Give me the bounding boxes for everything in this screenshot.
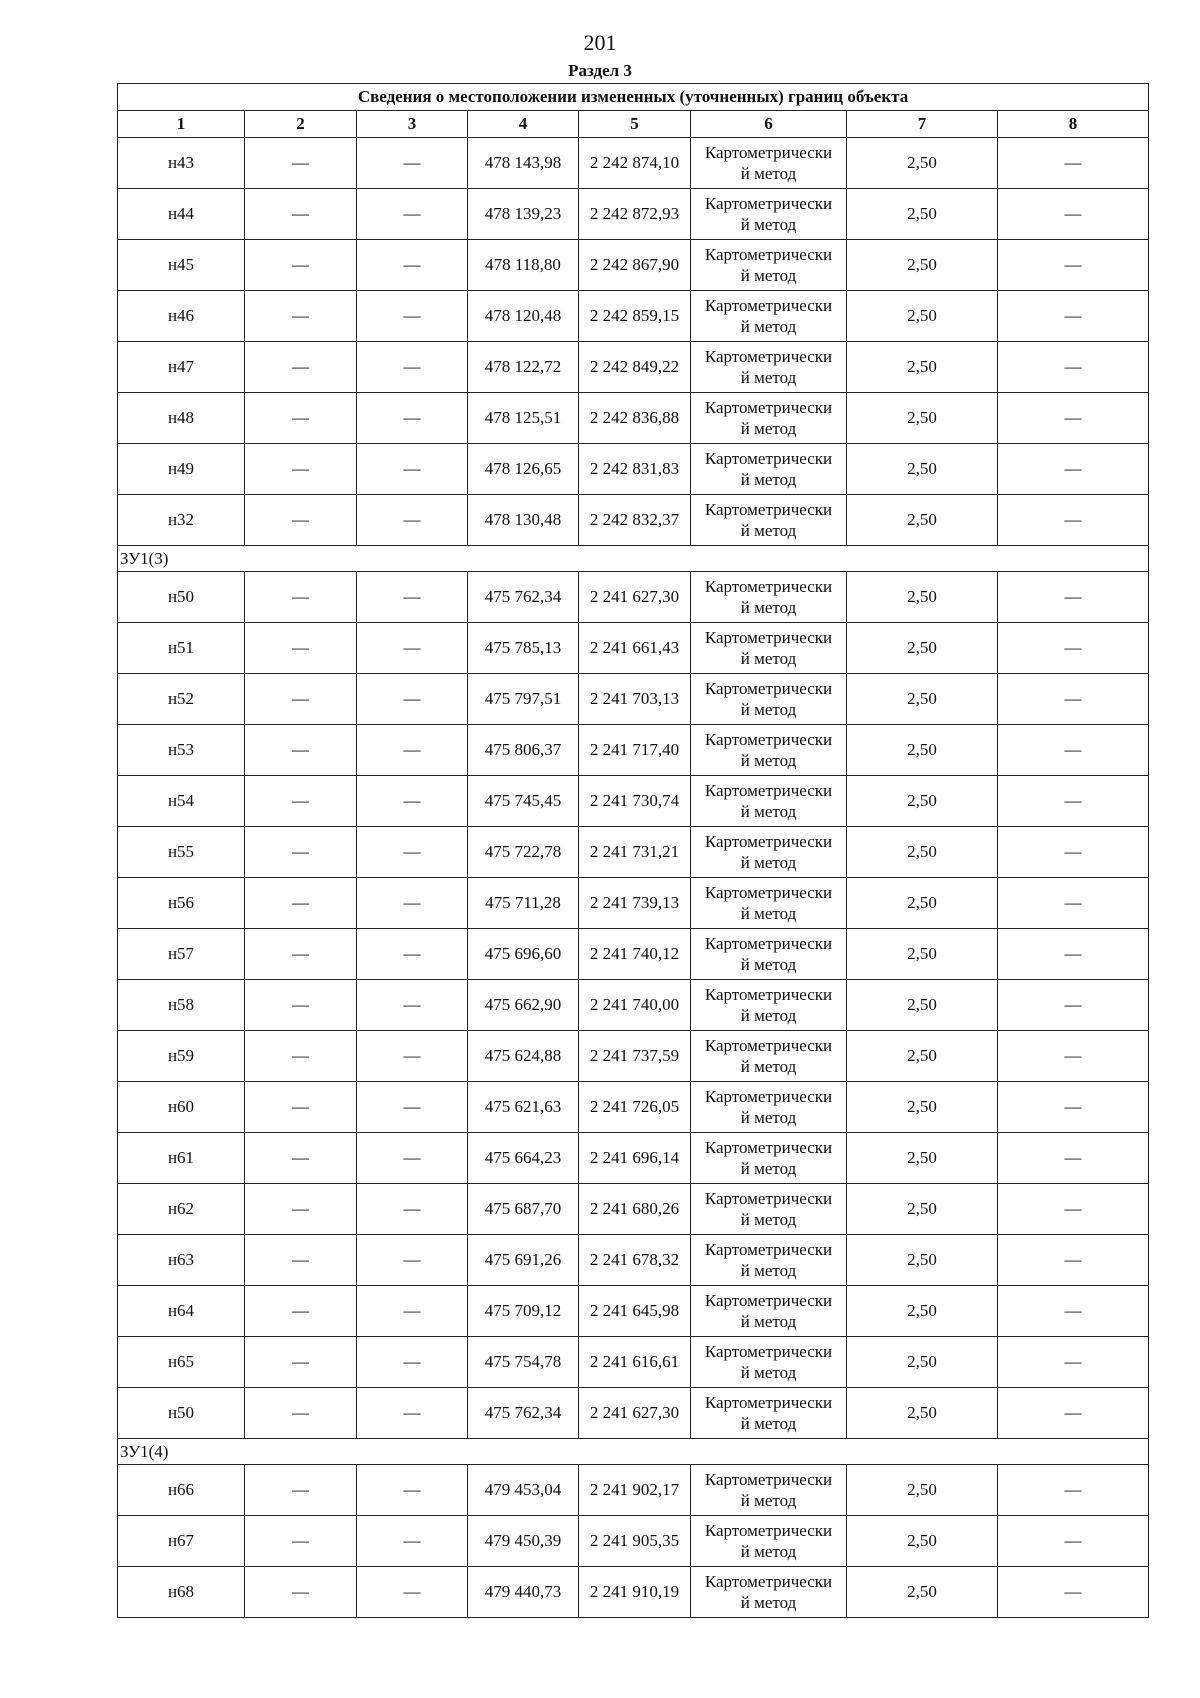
col8-cell: — xyxy=(998,1235,1149,1286)
table-row xyxy=(118,1465,1149,1516)
method-cell: Картометрически й метод xyxy=(691,623,847,674)
group-label: ЗУ1(4) xyxy=(118,1439,1149,1465)
point-id-cell: н53 xyxy=(118,725,245,776)
y-coord-cell: 2 241 627,30 xyxy=(579,1388,691,1439)
column-number: 8 xyxy=(998,111,1149,138)
x-coord-cell: 478 143,98 xyxy=(468,138,579,189)
y-coord-cell: 2 241 680,26 xyxy=(579,1184,691,1235)
accuracy-cell: 2,50 xyxy=(847,189,998,240)
x-coord-cell: 475 785,13 xyxy=(468,623,579,674)
method-cell: Картометрически й метод xyxy=(691,1133,847,1184)
point-id-cell: н60 xyxy=(118,1082,245,1133)
col3-cell: — xyxy=(357,1184,468,1235)
accuracy-cell: 2,50 xyxy=(847,674,998,725)
col2-cell: — xyxy=(245,1465,357,1516)
col3-cell: — xyxy=(357,674,468,725)
table-row xyxy=(118,1031,1149,1082)
y-coord-cell: 2 241 661,43 xyxy=(579,623,691,674)
col3-cell: — xyxy=(357,980,468,1031)
accuracy-cell: 2,50 xyxy=(847,138,998,189)
method-cell: Картометрически й метод xyxy=(691,393,847,444)
col8-cell: — xyxy=(998,725,1149,776)
col2-cell: — xyxy=(245,980,357,1031)
col3-cell: — xyxy=(357,1235,468,1286)
point-id-cell: н51 xyxy=(118,623,245,674)
point-id-cell: н58 xyxy=(118,980,245,1031)
column-number: 2 xyxy=(245,111,357,138)
accuracy-cell: 2,50 xyxy=(847,1082,998,1133)
col2-cell: — xyxy=(245,725,357,776)
x-coord-cell: 475 797,51 xyxy=(468,674,579,725)
method-cell: Картометрически й метод xyxy=(691,776,847,827)
column-number: 3 xyxy=(357,111,468,138)
method-cell: Картометрически й метод xyxy=(691,674,847,725)
accuracy-cell: 2,50 xyxy=(847,342,998,393)
accuracy-cell: 2,50 xyxy=(847,444,998,495)
col3-cell: — xyxy=(357,444,468,495)
accuracy-cell: 2,50 xyxy=(847,827,998,878)
table-row xyxy=(118,1337,1149,1388)
col8-cell: — xyxy=(998,1388,1149,1439)
boundary-table xyxy=(117,83,1149,1618)
y-coord-cell: 2 242 872,93 xyxy=(579,189,691,240)
point-id-cell: н44 xyxy=(118,189,245,240)
col3-cell: — xyxy=(357,1031,468,1082)
column-number: 4 xyxy=(468,111,579,138)
col2-cell: — xyxy=(245,1567,357,1618)
point-id-cell: н64 xyxy=(118,1286,245,1337)
accuracy-cell: 2,50 xyxy=(847,495,998,546)
col2-cell: — xyxy=(245,878,357,929)
method-cell: Картометрически й метод xyxy=(691,1031,847,1082)
col3-cell: — xyxy=(357,393,468,444)
table-row xyxy=(118,1388,1149,1439)
y-coord-cell: 2 242 849,22 xyxy=(579,342,691,393)
col8-cell: — xyxy=(998,1516,1149,1567)
table-row xyxy=(118,291,1149,342)
table-row xyxy=(118,827,1149,878)
point-id-cell: н63 xyxy=(118,1235,245,1286)
table-row xyxy=(118,495,1149,546)
x-coord-cell: 478 118,80 xyxy=(468,240,579,291)
table-row xyxy=(118,572,1149,623)
accuracy-cell: 2,50 xyxy=(847,980,998,1031)
x-coord-cell: 475 662,90 xyxy=(468,980,579,1031)
col3-cell: — xyxy=(357,1465,468,1516)
col8-cell: — xyxy=(998,1465,1149,1516)
method-cell: Картометрически й метод xyxy=(691,1184,847,1235)
accuracy-cell: 2,50 xyxy=(847,1133,998,1184)
y-coord-cell: 2 241 726,05 xyxy=(579,1082,691,1133)
accuracy-cell: 2,50 xyxy=(847,878,998,929)
col2-cell: — xyxy=(245,1516,357,1567)
y-coord-cell: 2 242 859,15 xyxy=(579,291,691,342)
col2-cell: — xyxy=(245,291,357,342)
point-id-cell: н48 xyxy=(118,393,245,444)
y-coord-cell: 2 241 731,21 xyxy=(579,827,691,878)
table-row xyxy=(118,138,1149,189)
col8-cell: — xyxy=(998,1133,1149,1184)
col3-cell: — xyxy=(357,1286,468,1337)
method-cell: Картометрически й метод xyxy=(691,1235,847,1286)
x-coord-cell: 478 126,65 xyxy=(468,444,579,495)
x-coord-cell: 478 139,23 xyxy=(468,189,579,240)
point-id-cell: н46 xyxy=(118,291,245,342)
col2-cell: — xyxy=(245,1388,357,1439)
col8-cell: — xyxy=(998,623,1149,674)
col8-cell: — xyxy=(998,495,1149,546)
method-cell: Картометрически й метод xyxy=(691,1465,847,1516)
col8-cell: — xyxy=(998,878,1149,929)
x-coord-cell: 475 762,34 xyxy=(468,1388,579,1439)
point-id-cell: н50 xyxy=(118,572,245,623)
col2-cell: — xyxy=(245,572,357,623)
col2-cell: — xyxy=(245,623,357,674)
point-id-cell: н32 xyxy=(118,495,245,546)
col2-cell: — xyxy=(245,1082,357,1133)
y-coord-cell: 2 242 832,37 xyxy=(579,495,691,546)
col3-cell: — xyxy=(357,1516,468,1567)
col8-cell: — xyxy=(998,240,1149,291)
table-row xyxy=(118,240,1149,291)
accuracy-cell: 2,50 xyxy=(847,725,998,776)
accuracy-cell: 2,50 xyxy=(847,572,998,623)
method-cell: Картометрически й метод xyxy=(691,878,847,929)
col8-cell: — xyxy=(998,1337,1149,1388)
col8-cell: — xyxy=(998,342,1149,393)
col2-cell: — xyxy=(245,1184,357,1235)
col3-cell: — xyxy=(357,495,468,546)
point-id-cell: н67 xyxy=(118,1516,245,1567)
method-cell: Картометрически й метод xyxy=(691,1567,847,1618)
table-row xyxy=(118,1184,1149,1235)
table-row xyxy=(118,444,1149,495)
x-coord-cell: 478 122,72 xyxy=(468,342,579,393)
col8-cell: — xyxy=(998,1184,1149,1235)
method-cell: Картометрически й метод xyxy=(691,827,847,878)
point-id-cell: н61 xyxy=(118,1133,245,1184)
y-coord-cell: 2 242 831,83 xyxy=(579,444,691,495)
x-coord-cell: 475 709,12 xyxy=(468,1286,579,1337)
table-row xyxy=(118,189,1149,240)
col3-cell: — xyxy=(357,929,468,980)
method-cell: Картометрически й метод xyxy=(691,929,847,980)
col2-cell: — xyxy=(245,393,357,444)
y-coord-cell: 2 241 730,74 xyxy=(579,776,691,827)
point-id-cell: н62 xyxy=(118,1184,245,1235)
table-row xyxy=(118,929,1149,980)
x-coord-cell: 475 687,70 xyxy=(468,1184,579,1235)
col3-cell: — xyxy=(357,189,468,240)
table-title: Сведения о местоположении измененных (уточненных) границ объекта xyxy=(118,84,1149,111)
x-coord-cell: 475 664,23 xyxy=(468,1133,579,1184)
accuracy-cell: 2,50 xyxy=(847,291,998,342)
method-cell: Картометрически й метод xyxy=(691,1082,847,1133)
col8-cell: — xyxy=(998,1082,1149,1133)
col3-cell: — xyxy=(357,623,468,674)
col3-cell: — xyxy=(357,725,468,776)
point-id-cell: н68 xyxy=(118,1567,245,1618)
point-id-cell: н66 xyxy=(118,1465,245,1516)
point-id-cell: н47 xyxy=(118,342,245,393)
col2-cell: — xyxy=(245,495,357,546)
col8-cell: — xyxy=(998,776,1149,827)
col3-cell: — xyxy=(357,1133,468,1184)
accuracy-cell: 2,50 xyxy=(847,1388,998,1439)
table-row xyxy=(118,725,1149,776)
x-coord-cell: 475 621,63 xyxy=(468,1082,579,1133)
group-label: ЗУ1(3) xyxy=(118,546,1149,572)
table-row xyxy=(118,1082,1149,1133)
col2-cell: — xyxy=(245,827,357,878)
method-cell: Картометрически й метод xyxy=(691,342,847,393)
col2-cell: — xyxy=(245,1286,357,1337)
col3-cell: — xyxy=(357,572,468,623)
method-cell: Картометрически й метод xyxy=(691,1286,847,1337)
table-row xyxy=(118,980,1149,1031)
accuracy-cell: 2,50 xyxy=(847,929,998,980)
y-coord-cell: 2 241 902,17 xyxy=(579,1465,691,1516)
x-coord-cell: 479 440,73 xyxy=(468,1567,579,1618)
method-cell: Картометрически й метод xyxy=(691,189,847,240)
section-title: Раздел 3 xyxy=(568,61,632,80)
x-coord-cell: 475 711,28 xyxy=(468,878,579,929)
col3-cell: — xyxy=(357,1337,468,1388)
point-id-cell: н54 xyxy=(118,776,245,827)
col8-cell: — xyxy=(998,189,1149,240)
col8-cell: — xyxy=(998,444,1149,495)
table-row xyxy=(118,674,1149,725)
col2-cell: — xyxy=(245,138,357,189)
x-coord-cell: 475 754,78 xyxy=(468,1337,579,1388)
accuracy-cell: 2,50 xyxy=(847,1184,998,1235)
method-cell: Картометрически й метод xyxy=(691,725,847,776)
y-coord-cell: 2 241 739,13 xyxy=(579,878,691,929)
col2-cell: — xyxy=(245,444,357,495)
method-cell: Картометрически й метод xyxy=(691,495,847,546)
col8-cell: — xyxy=(998,1286,1149,1337)
col2-cell: — xyxy=(245,1031,357,1082)
x-coord-cell: 478 130,48 xyxy=(468,495,579,546)
point-id-cell: н49 xyxy=(118,444,245,495)
y-coord-cell: 2 241 627,30 xyxy=(579,572,691,623)
table-row xyxy=(118,1567,1149,1618)
x-coord-cell: 479 450,39 xyxy=(468,1516,579,1567)
col3-cell: — xyxy=(357,1388,468,1439)
col3-cell: — xyxy=(357,291,468,342)
column-number: 6 xyxy=(691,111,847,138)
table-row xyxy=(118,342,1149,393)
x-coord-cell: 478 120,48 xyxy=(468,291,579,342)
point-id-cell: н45 xyxy=(118,240,245,291)
method-cell: Картометрически й метод xyxy=(691,980,847,1031)
accuracy-cell: 2,50 xyxy=(847,393,998,444)
y-coord-cell: 2 241 740,00 xyxy=(579,980,691,1031)
accuracy-cell: 2,50 xyxy=(847,1031,998,1082)
point-id-cell: н43 xyxy=(118,138,245,189)
col2-cell: — xyxy=(245,342,357,393)
col3-cell: — xyxy=(357,1082,468,1133)
table-row xyxy=(118,1516,1149,1567)
accuracy-cell: 2,50 xyxy=(847,776,998,827)
method-cell: Картометрически й метод xyxy=(691,572,847,623)
x-coord-cell: 478 125,51 xyxy=(468,393,579,444)
col8-cell: — xyxy=(998,674,1149,725)
col3-cell: — xyxy=(357,878,468,929)
y-coord-cell: 2 241 616,61 xyxy=(579,1337,691,1388)
table-row xyxy=(118,393,1149,444)
col2-cell: — xyxy=(245,189,357,240)
y-coord-cell: 2 241 737,59 xyxy=(579,1031,691,1082)
page-number: 201 xyxy=(583,30,617,55)
y-coord-cell: 2 241 696,14 xyxy=(579,1133,691,1184)
y-coord-cell: 2 241 905,35 xyxy=(579,1516,691,1567)
col2-cell: — xyxy=(245,240,357,291)
col3-cell: — xyxy=(357,342,468,393)
col2-cell: — xyxy=(245,674,357,725)
y-coord-cell: 2 241 717,40 xyxy=(579,725,691,776)
accuracy-cell: 2,50 xyxy=(847,1286,998,1337)
group-row xyxy=(118,546,1149,572)
accuracy-cell: 2,50 xyxy=(847,1235,998,1286)
y-coord-cell: 2 242 836,88 xyxy=(579,393,691,444)
column-number-row xyxy=(118,111,1149,138)
y-coord-cell: 2 241 645,98 xyxy=(579,1286,691,1337)
method-cell: Картометрически й метод xyxy=(691,1388,847,1439)
method-cell: Картометрически й метод xyxy=(691,240,847,291)
x-coord-cell: 475 691,26 xyxy=(468,1235,579,1286)
col2-cell: — xyxy=(245,1337,357,1388)
col8-cell: — xyxy=(998,1567,1149,1618)
point-id-cell: н57 xyxy=(118,929,245,980)
col8-cell: — xyxy=(998,980,1149,1031)
method-cell: Картометрически й метод xyxy=(691,1516,847,1567)
y-coord-cell: 2 241 703,13 xyxy=(579,674,691,725)
method-cell: Картометрически й метод xyxy=(691,444,847,495)
point-id-cell: н52 xyxy=(118,674,245,725)
column-number: 7 xyxy=(847,111,998,138)
table-row xyxy=(118,1286,1149,1337)
method-cell: Картометрически й метод xyxy=(691,291,847,342)
point-id-cell: н56 xyxy=(118,878,245,929)
accuracy-cell: 2,50 xyxy=(847,1567,998,1618)
col8-cell: — xyxy=(998,929,1149,980)
x-coord-cell: 475 624,88 xyxy=(468,1031,579,1082)
table-row xyxy=(118,776,1149,827)
x-coord-cell: 475 806,37 xyxy=(468,725,579,776)
col8-cell: — xyxy=(998,138,1149,189)
x-coord-cell: 475 722,78 xyxy=(468,827,579,878)
col3-cell: — xyxy=(357,240,468,291)
col8-cell: — xyxy=(998,572,1149,623)
point-id-cell: н55 xyxy=(118,827,245,878)
accuracy-cell: 2,50 xyxy=(847,1465,998,1516)
y-coord-cell: 2 242 867,90 xyxy=(579,240,691,291)
accuracy-cell: 2,50 xyxy=(847,240,998,291)
col8-cell: — xyxy=(998,291,1149,342)
table-row xyxy=(118,1235,1149,1286)
column-number: 1 xyxy=(118,111,245,138)
accuracy-cell: 2,50 xyxy=(847,1516,998,1567)
table-body xyxy=(118,138,1149,1618)
col8-cell: — xyxy=(998,393,1149,444)
point-id-cell: н59 xyxy=(118,1031,245,1082)
column-number: 5 xyxy=(579,111,691,138)
point-id-cell: н50 xyxy=(118,1388,245,1439)
col2-cell: — xyxy=(245,1133,357,1184)
col3-cell: — xyxy=(357,138,468,189)
col8-cell: — xyxy=(998,827,1149,878)
x-coord-cell: 479 453,04 xyxy=(468,1465,579,1516)
col3-cell: — xyxy=(357,776,468,827)
y-coord-cell: 2 241 910,19 xyxy=(579,1567,691,1618)
method-cell: Картометрически й метод xyxy=(691,1337,847,1388)
col2-cell: — xyxy=(245,1235,357,1286)
accuracy-cell: 2,50 xyxy=(847,623,998,674)
table-row xyxy=(118,1133,1149,1184)
table-row xyxy=(118,623,1149,674)
x-coord-cell: 475 696,60 xyxy=(468,929,579,980)
point-id-cell: н65 xyxy=(118,1337,245,1388)
x-coord-cell: 475 762,34 xyxy=(468,572,579,623)
accuracy-cell: 2,50 xyxy=(847,1337,998,1388)
col3-cell: — xyxy=(357,827,468,878)
y-coord-cell: 2 242 874,10 xyxy=(579,138,691,189)
x-coord-cell: 475 745,45 xyxy=(468,776,579,827)
method-cell: Картометрически й метод xyxy=(691,138,847,189)
col3-cell: — xyxy=(357,1567,468,1618)
col2-cell: — xyxy=(245,929,357,980)
col8-cell: — xyxy=(998,1031,1149,1082)
table-row xyxy=(118,878,1149,929)
y-coord-cell: 2 241 678,32 xyxy=(579,1235,691,1286)
group-row xyxy=(118,1439,1149,1465)
col2-cell: — xyxy=(245,776,357,827)
y-coord-cell: 2 241 740,12 xyxy=(579,929,691,980)
